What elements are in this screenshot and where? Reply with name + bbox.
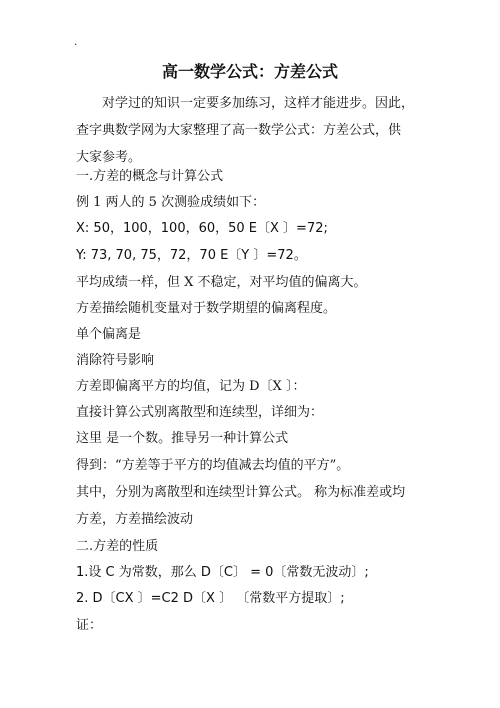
intro-line-2: 查字典数学网为大家整理了高一数学公式：方差公式，供 [76, 123, 402, 138]
scores-y: Y: 73, 70, 75，72，70 E〔Y 〕=72。 [76, 248, 307, 263]
text-line: 方差，方差描绘波动 [76, 512, 194, 527]
example-1-intro: 例 1 两人的 5 次测验成绩如下： [76, 195, 266, 210]
section-heading-1: 一.方差的概念与计算公式 [76, 169, 224, 184]
text-line: 其中，分别为离散型和连续型计算公式。 称为标准差或均 [76, 485, 406, 500]
property-2: 2. D〔CX 〕=C2 D〔X 〕 〔常数平方提取〕; [76, 591, 345, 606]
intro-line-1: 对学过的知识一定要多加练习，这样才能进步。因此， [102, 96, 415, 111]
intro-paragraph [76, 90, 436, 171]
text-line: 直接计算公式别离散型和连续型，详细为： [76, 405, 324, 420]
page-title: 高一数学公式：方差公式 [161, 62, 338, 81]
text-line: 单个偏离是 [76, 327, 142, 342]
text-line: 这里 是一个数。推导另一种计算公式 [76, 431, 289, 446]
text-line: 消除符号影响 [76, 353, 155, 368]
text-line: 方差即偏离平方的均值，记为 D〔X 〕： [76, 379, 306, 394]
section-heading-2: 二.方差的性质 [76, 539, 159, 554]
proof-label: 证： [76, 618, 103, 633]
property-1: 1.设 C 为常数，那么 D〔C〕 = 0〔常数无波动〕; [76, 565, 369, 580]
text-line: 得到：“方差等于平方的均值减去均值的平方”。 [76, 458, 350, 473]
intro-line-3: 大家参考。 [76, 150, 142, 165]
scores-x: X: 50，100，100，60，50 E〔X 〕=72; [76, 221, 328, 236]
header-dot: . [74, 37, 78, 48]
text-line: 平均成绩一样，但 X 不稳定，对平均值的偏离大。 [76, 275, 367, 290]
text-line: 方差描绘随机变量对于数学期望的偏离程度。 [76, 301, 337, 316]
